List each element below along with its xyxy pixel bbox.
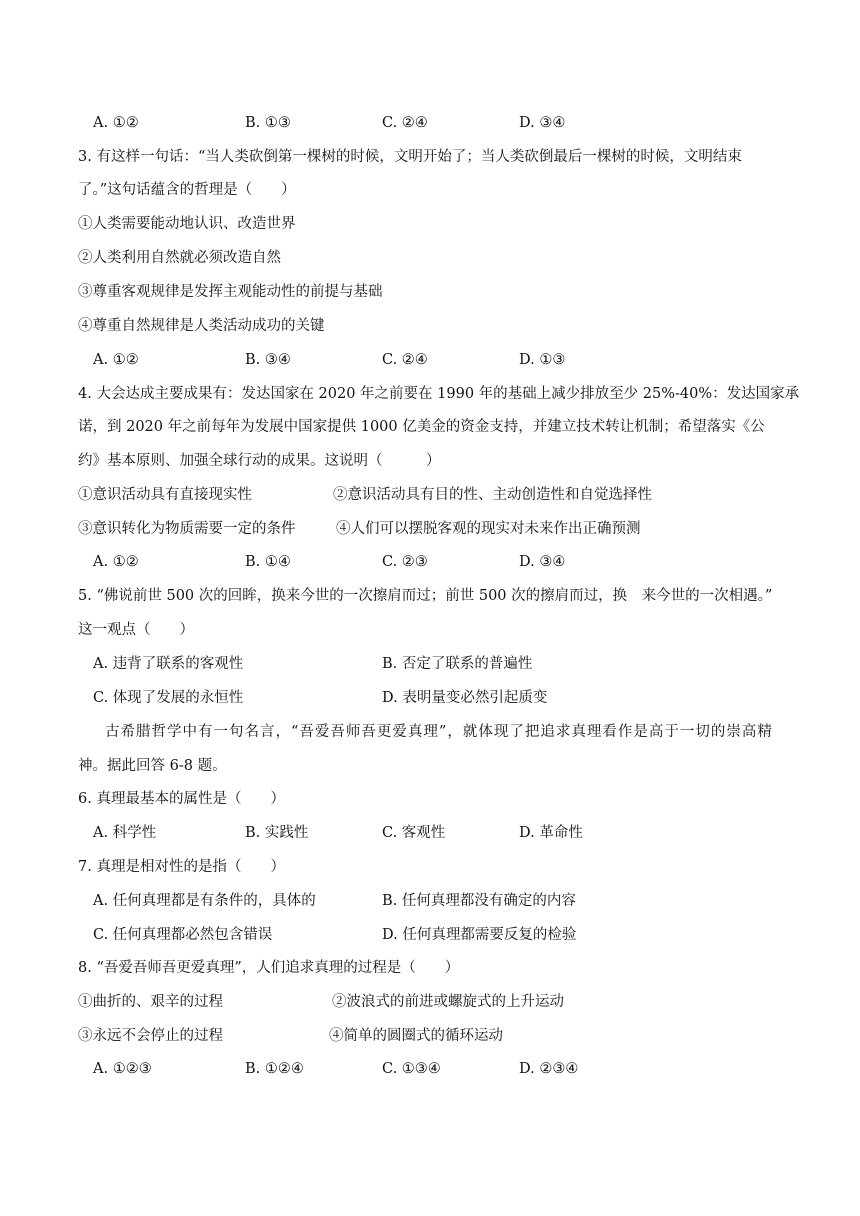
q4-option-d: D. ③④ (519, 554, 566, 570)
q4-stem-line-2: 诺，到 2020 年之前每年为发展中国家提供 1000 亿美金的资金支持，并建立技术转让机制；希望落实《公 (78, 419, 765, 435)
q2-option-c: C. ②④ (382, 115, 428, 131)
q5-stem-line-1: 5. “佛说前世 500 次的回眸，换来今世的一次擦肩而过；前世 500 次的擦肩而过，换 来今世的一次相遇。” (78, 588, 773, 604)
q6-option-c: C. 客观性 (382, 825, 446, 841)
material-line-1: 古希腊哲学中有一句名言，“吾爱吾师吾更爱真理”，就体现了把追求真理看作是高于一切的崇高精 (105, 724, 773, 740)
q3-option-c: C. ②④ (382, 352, 428, 368)
q3-statement-1: ①人类需要能动地认识、改造世界 (78, 216, 296, 232)
q3-option-b: B. ③④ (245, 352, 291, 368)
q4-option-a: A. ①② (93, 554, 139, 570)
q7-option-d: D. 任何真理都需要反复的检验 (382, 927, 577, 943)
q8-statement-2: ②波浪式的前进或螺旋式的上升运动 (332, 994, 564, 1010)
q3-stem-line-2: 了。”这句话蕴含的哲理是（ ） (78, 182, 296, 198)
q4-statement-2: ②意识活动具有目的性、主动创造性和自觉选择性 (333, 487, 652, 503)
q8-statement-4: ④简单的圆圈式的循环运动 (329, 1028, 503, 1044)
q2-option-b: B. ①③ (245, 115, 291, 131)
q5-option-a: A. 违背了联系的客观性 (93, 656, 244, 672)
q7-option-b: B. 任何真理都没有确定的内容 (382, 893, 576, 909)
q2-option-a: A. ①② (93, 115, 139, 131)
q7-option-a: A. 任何真理都是有条件的，具体的 (93, 893, 316, 909)
q8-option-a: A. ①②③ (93, 1061, 152, 1077)
q6-stem: 6. 真理最基本的属性是（ ） (78, 791, 285, 807)
q6-option-b: B. 实践性 (245, 825, 309, 841)
q4-option-b: B. ①④ (245, 554, 291, 570)
q3-statement-4: ④尊重自然规律是人类活动成功的关键 (78, 318, 325, 334)
q8-option-d: D. ②③④ (519, 1061, 579, 1077)
q3-option-d: D. ①③ (519, 352, 566, 368)
q7-stem: 7. 真理是相对性的是指（ ） (78, 859, 285, 875)
q3-option-a: A. ①② (93, 352, 139, 368)
q7-option-c: C. 任何真理都必然包含错误 (93, 927, 273, 943)
q8-option-b: B. ①②④ (245, 1061, 304, 1077)
q8-option-c: C. ①③④ (382, 1061, 441, 1077)
q2-option-d: D. ③④ (519, 115, 566, 131)
q5-option-b: B. 否定了联系的普遍性 (382, 656, 533, 672)
q4-statement-3: ③意识转化为物质需要一定的条件 (78, 521, 296, 537)
q4-statement-1: ①意识活动具有直接现实性 (78, 487, 252, 503)
q4-statement-4: ④人们可以摆脱客观的现实对未来作出正确预测 (336, 521, 641, 537)
q8-statement-3: ③永远不会停止的过程 (78, 1028, 223, 1044)
q8-statement-1: ①曲折的、艰辛的过程 (78, 994, 223, 1010)
q6-option-a: A. 科学性 (93, 825, 157, 841)
q5-stem-line-2: 这一观点（ ） (78, 622, 194, 638)
q3-stem-line-1: 3. 有这样一句话：“当人类砍倒第一棵树的时候，文明开始了；当人类砍倒最后一棵树的时候，文明结束 (78, 149, 742, 165)
material-line-2: 神。据此回答 6-8 题。 (78, 758, 227, 774)
q4-stem-line-1: 4. 大会达成主要成果有：发达国家在 2020 年之前要在 1990 年的基础上减少排放至少 25%-40%：发达国家承 (78, 386, 800, 402)
q5-option-c: C. 体现了发展的永恒性 (93, 690, 244, 706)
q3-statement-3: ③尊重客观规律是发挥主观能动性的前提与基础 (78, 284, 383, 300)
q8-stem: 8. “吾爱吾师吾更爱真理”，人们追求真理的过程是（ ） (78, 960, 460, 976)
q5-option-d: D. 表明量变必然引起质变 (382, 690, 548, 706)
q4-option-c: C. ②③ (382, 554, 428, 570)
q3-statement-2: ②人类利用自然就必须改造自然 (78, 250, 281, 266)
q4-stem-line-3: 约》基本原则、加强全球行动的成果。这说明（ ） (78, 453, 441, 469)
q6-option-d: D. 革命性 (519, 825, 583, 841)
